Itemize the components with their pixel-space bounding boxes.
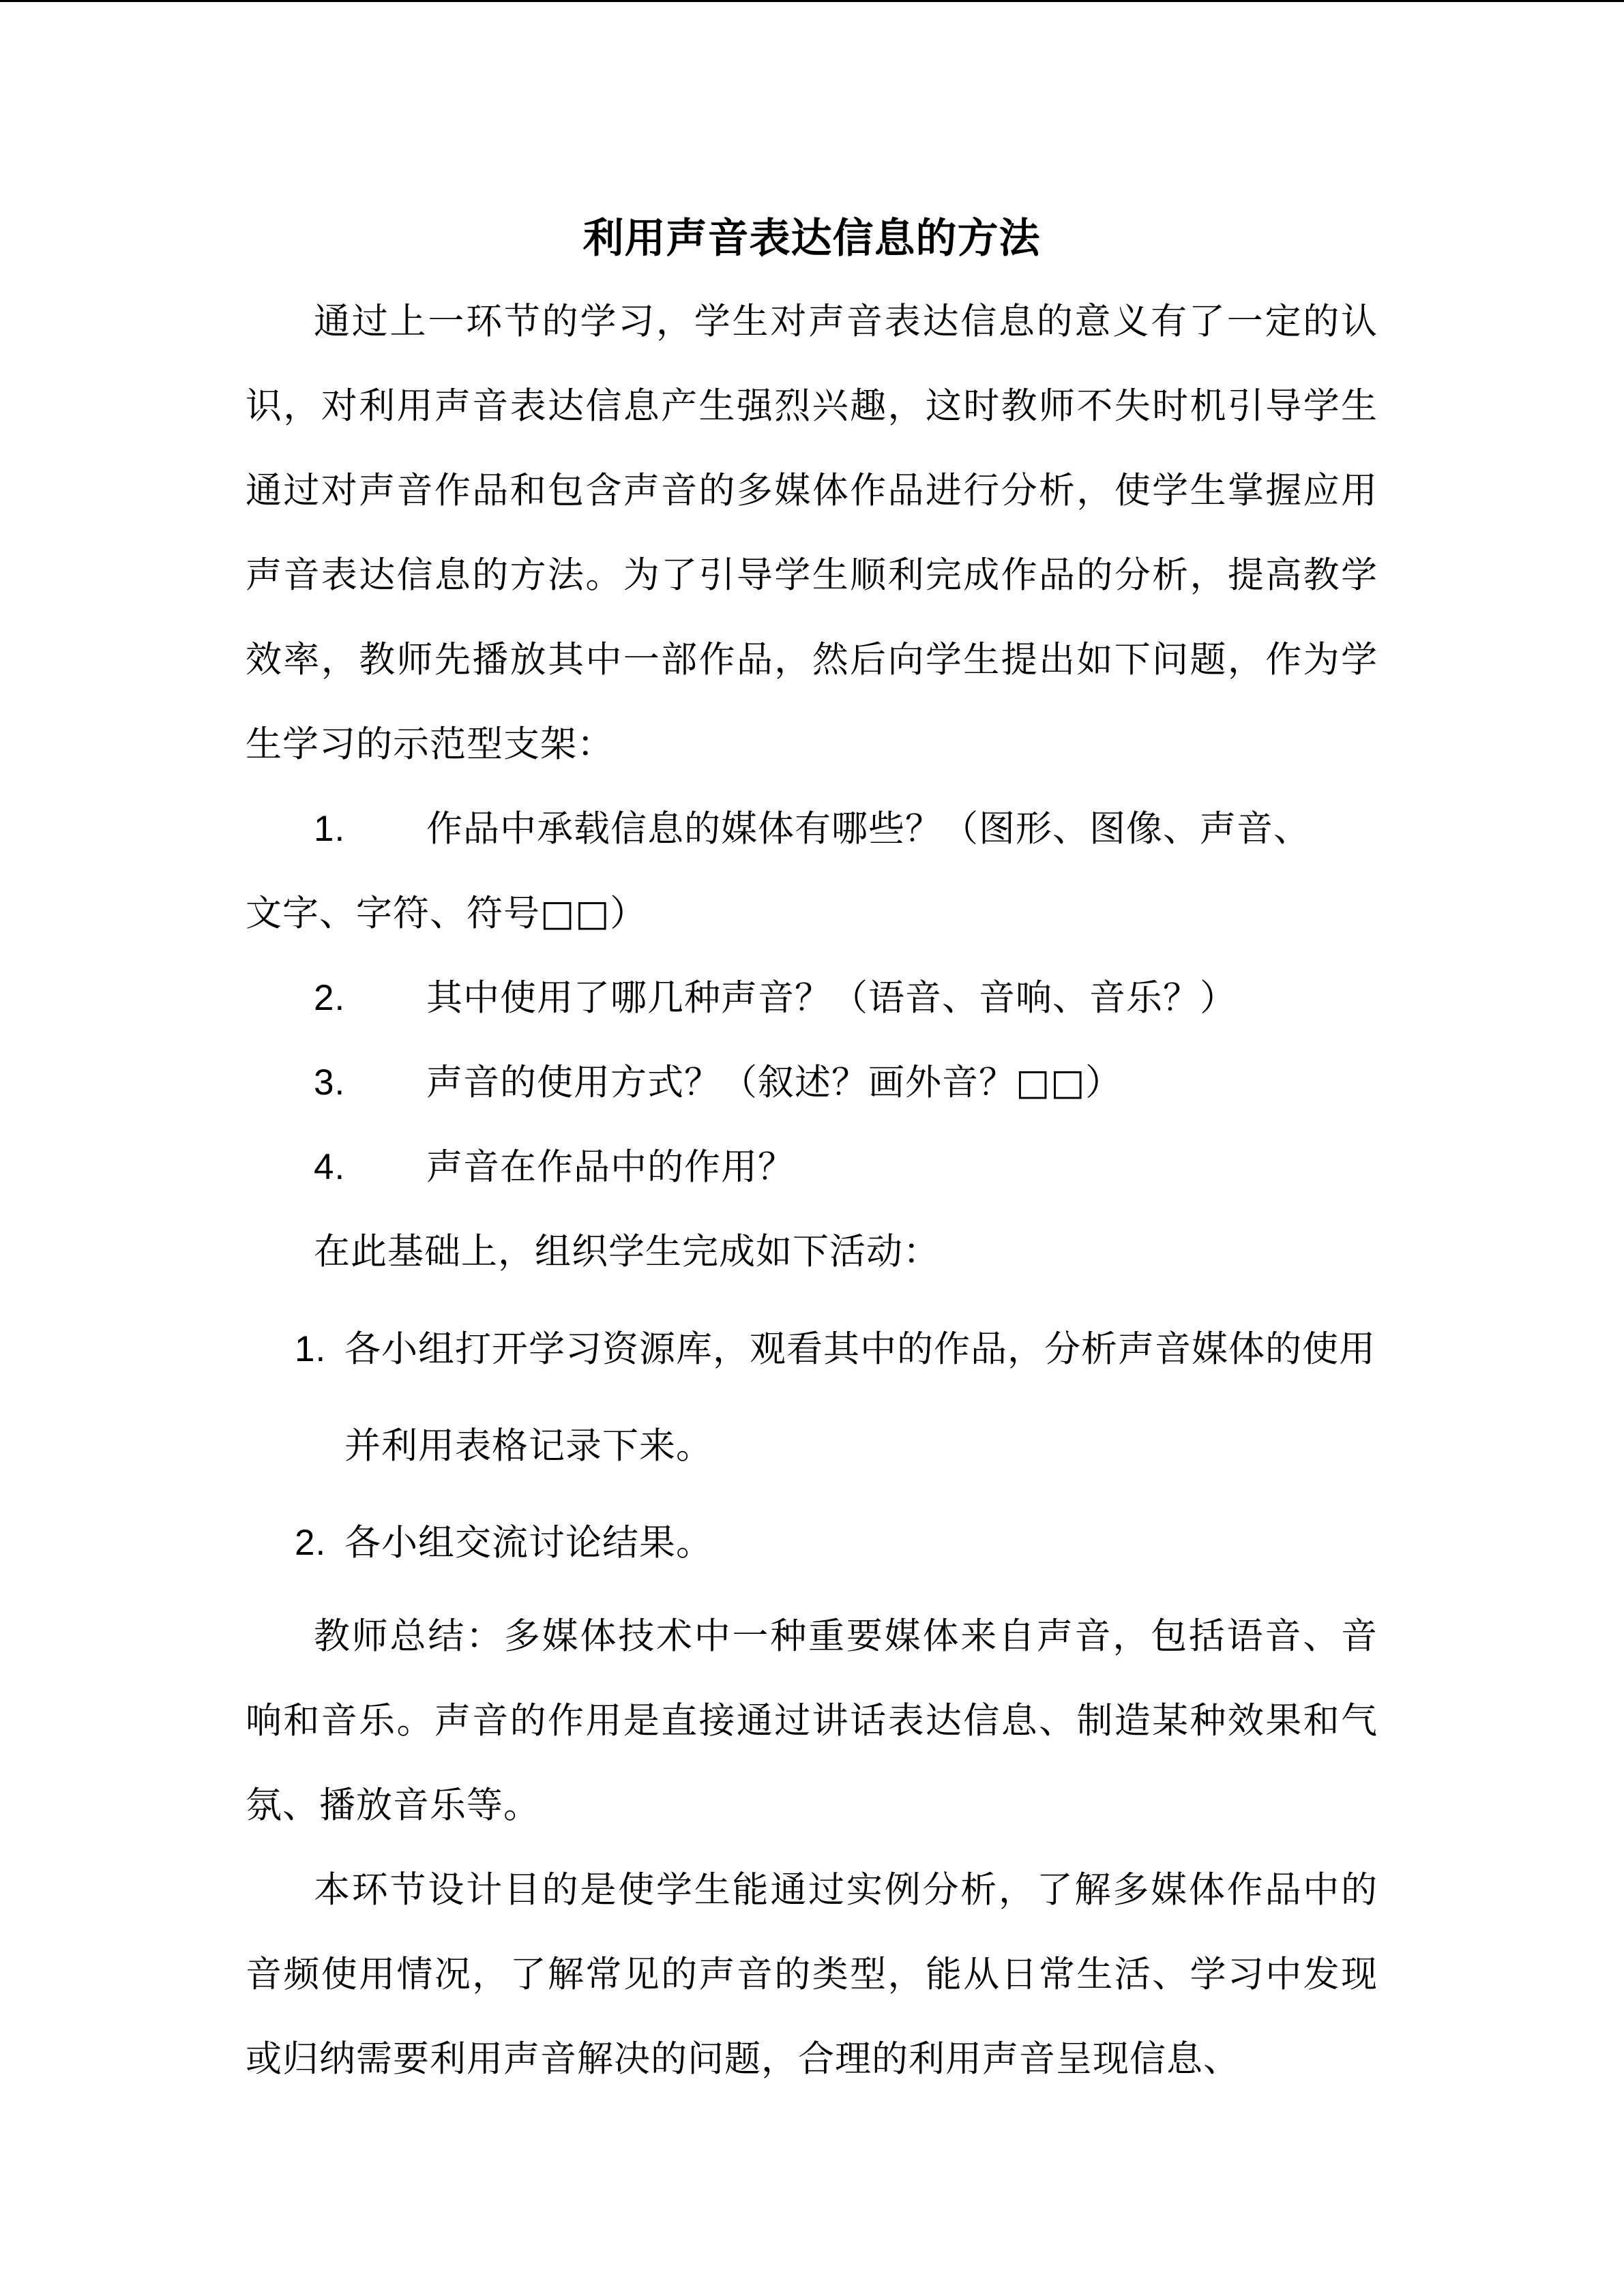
question-number: 3. [314,1062,346,1103]
activity-text: 各小组交流讨论结果。 [344,1522,713,1564]
question-text: 声音在作品中的作用？ [426,1146,795,1188]
activity-number: 1. [295,1329,327,1369]
document-title: 利用声音表达信息的方法 [582,215,1041,263]
design-paragraph: 本环节设计目的是使学生能通过实例分析，了解多媒体作品中的音频使用情况，了解常见的声音的类型，能从日常生活、学习中发现或归纳需要利用声音解决的问题，合理的利用声音呈现信息、 [246,1869,1378,2080]
question-continuation: 文字、字符、符号□□） [246,893,647,934]
question-number: 4. [314,1147,346,1187]
activity-item [246,1301,1378,1495]
question-number: 1. [314,809,346,849]
intro-paragraph: 通过上一环节的学习，学生对声音表达信息的意义有了一定的认识，对利用声音表达信息产生强烈兴趣，这时教师不失时机引导学生通过对声音作品和包含声音的多媒体作品进行分析，使学生掌握应用声音表达信息的方法。为了引导学生顺利完成作品的分析，提高教学效率，教师先播放其中一部作品，然后向学生提出如下问题，作为学生学习的示范型支架： [246,301,1378,765]
question-text: 其中使用了哪几种声音？（语音、音响、音乐？） [426,977,1237,1019]
question-number: 2. [314,978,346,1018]
activity-item [246,1495,1378,1592]
question-list [246,787,1378,1210]
activity-number: 2. [295,1523,327,1563]
question-item [246,956,1378,1041]
question-text: 作品中承载信息的媒体有哪些？（图形、图像、声音、 [426,808,1310,850]
question-text: 声音的使用方式？（叙述？画外音？□□） [426,1062,1123,1103]
activity-intro: 在此基础上，组织学生完成如下活动： [314,1231,940,1272]
activity-list [246,1301,1378,1592]
summary-paragraph: 教师总结：多媒体技术中一种重要媒体来自声音，包括语音、音响和音乐。声音的作用是直接通过讲话表达信息、制造某种效果和气氛、播放音乐等。 [246,1615,1378,1826]
question-item [246,787,1378,871]
activity-text: 各小组打开学习资源库，观看其中的作品，分析声音媒体的使用并利用表格记录下来。 [344,1328,1376,1467]
question-item [246,1041,1378,1125]
document-page [246,198,1378,2102]
question-item [246,1125,1378,1210]
page-top-border [0,0,1624,2]
